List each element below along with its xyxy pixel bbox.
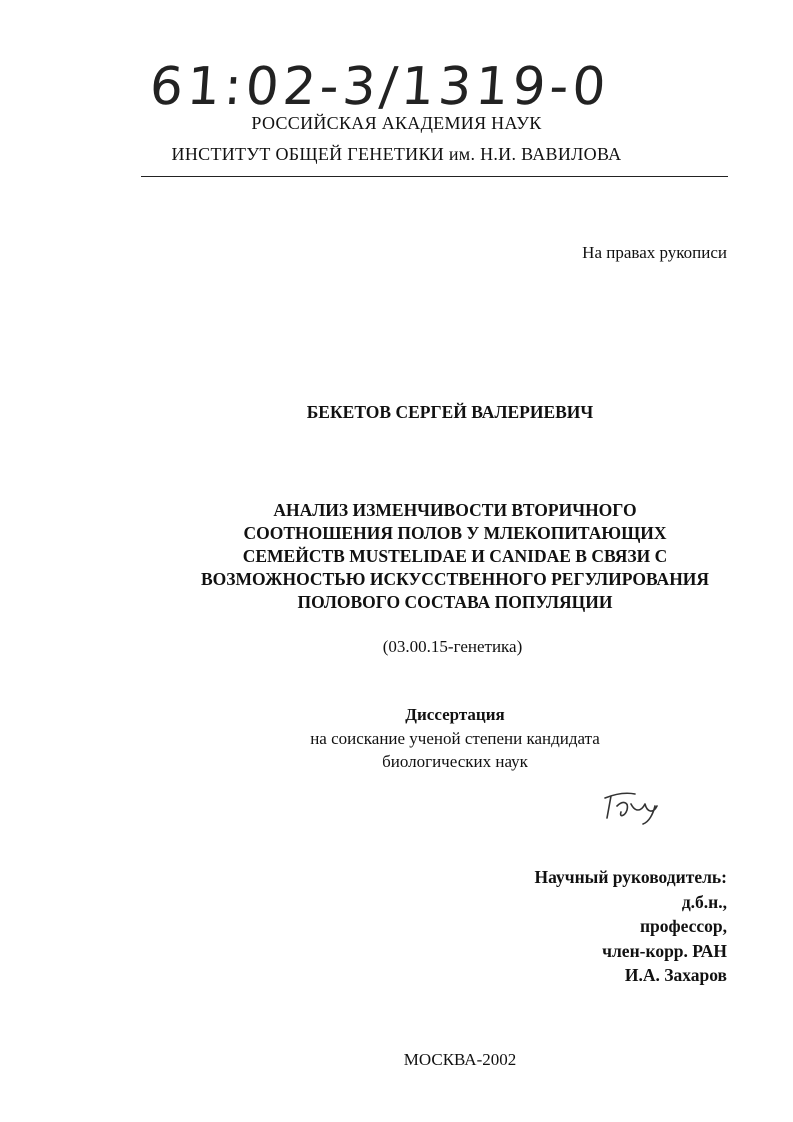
advisor-label: Научный руководитель:: [534, 867, 727, 887]
manuscript-rights-note: На правах рукописи: [582, 243, 727, 262]
advisor-name: И.А. Захаров: [624, 965, 727, 985]
specialty-code: (03.00.15-генетика): [382, 637, 523, 656]
title-line: ВОЗМОЖНОСТЬЮ ИСКУССТВЕННОГО РЕГУЛИРОВАНИЯ: [200, 569, 710, 589]
archive-number: 61:02-3/1319-0: [147, 57, 612, 117]
advisor-rank: профессор,: [639, 916, 727, 936]
title-line: СЕМЕЙСТВ MUSTELIDAE И CANIDAE В СВЯЗИ С: [242, 546, 668, 566]
header-divider: [141, 176, 728, 177]
signature-mark: [597, 782, 667, 827]
degree-line: на соискание ученой степени кандидата: [310, 729, 600, 748]
dissertation-description: [0, 727, 793, 773]
advisor-membership: член-корр. РАН: [602, 940, 727, 961]
field-line: биологических наук: [382, 752, 528, 771]
institute-name: ИНСТИТУТ ОБЩЕЙ ГЕНЕТИКИ им. Н.И. ВАВИЛОВА: [171, 144, 622, 164]
scientific-advisor: [535, 865, 728, 988]
title-line: АНАЛИЗ ИЗМЕНЧИВОСТИ ВТОРИЧНОГО: [273, 500, 637, 520]
dissertation-label: Диссертация: [405, 705, 505, 724]
title-line: ПОЛОВОГО СОСТАВА ПОПУЛЯЦИИ: [297, 592, 613, 612]
organization-name: РОССИЙСКАЯ АКАДЕМИЯ НАУК: [251, 113, 542, 133]
city-year: МОСКВА-2002: [403, 1050, 517, 1069]
advisor-degree: д.б.н.,: [681, 891, 727, 912]
title-line: СООТНОШЕНИЯ ПОЛОВ У МЛЕКОПИТАЮЩИХ: [243, 523, 667, 543]
author-name: БЕКЕТОВ СЕРГЕЙ ВАЛЕРИЕВИЧ: [306, 402, 594, 422]
dissertation-title: [0, 499, 793, 614]
